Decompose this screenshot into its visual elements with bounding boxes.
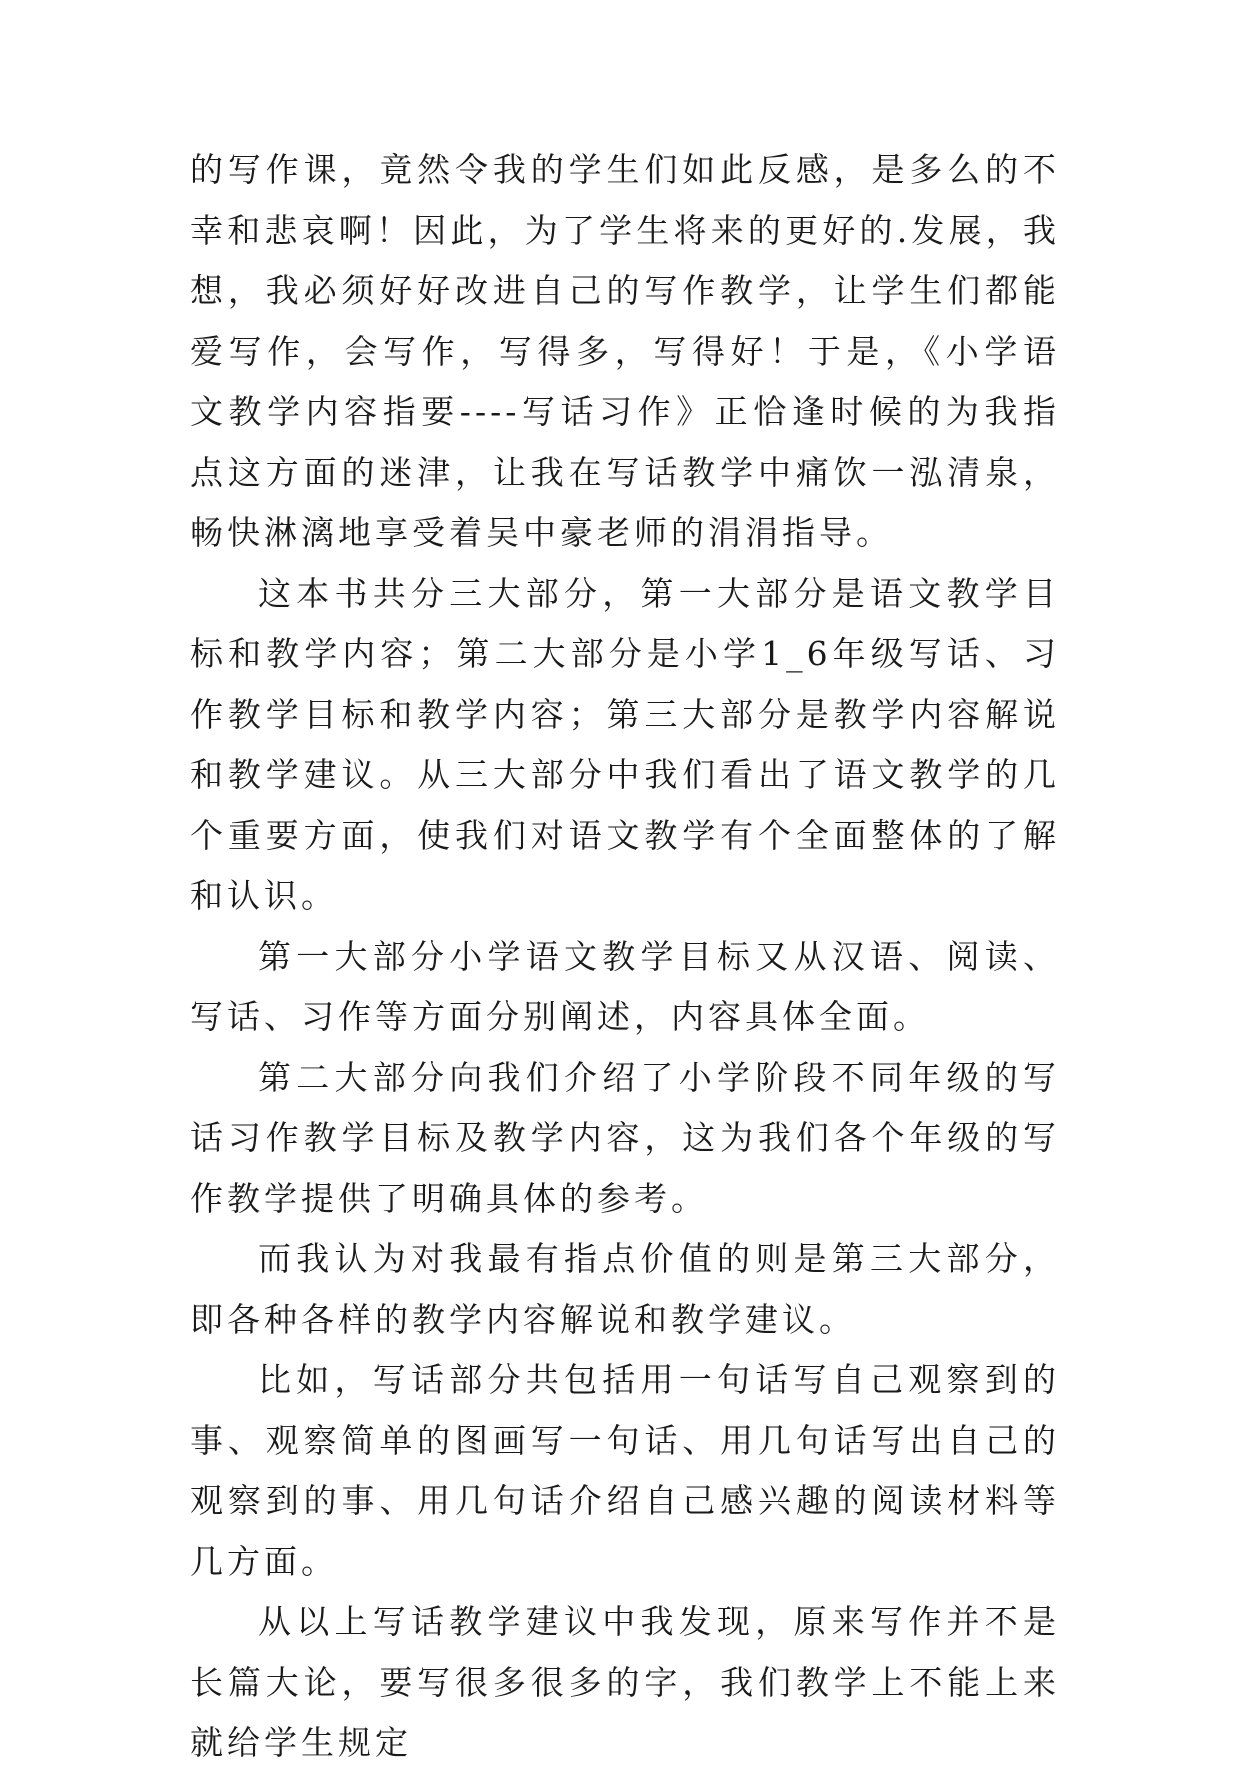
paragraph-example: 比如，写话部分共包括用一句话写自己观察到的事、观察简单的图画写一句话、用几句话写出自己的观察到的事、用几句话介绍自己感兴趣的阅读材料等几方面。 — [190, 1360, 1060, 1581]
paragraph-part-three: 而我认为对我最有指点价值的则是第三大部分，即各种各样的教学内容解说和教学建议。 — [190, 1239, 1060, 1339]
paragraph-part-one: 第一大部分小学语文教学目标又从汉语、阅读、写话、习作等方面分别阐述，内容具体全面。 — [190, 936, 1060, 1036]
document-body — [190, 140, 1060, 1774]
paragraph-findings: 从以上写话教学建议中我发现，原来写作并不是长篇大论，要写很多很多的字，我们教学上不能上来就给学生规定 — [190, 1602, 1060, 1762]
paragraph-part-two: 第二大部分向我们介绍了小学阶段不同年级的写话习作教学目标及教学内容，这为我们各个年级的写作教学提供了明确具体的参考。 — [190, 1057, 1060, 1218]
paragraph-book-structure: 这本书共分三大部分，第一大部分是语文教学目标和教学内容；第二大部分是小学1_6年级写话、习作教学目标和教学内容；第三大部分是教学内容解说和教学建议。从三大部分中我们看出了语文教学的几个重要方面，使我们对语文教学有个全面整体的了解和认识。 — [190, 573, 1060, 915]
paragraph-continued: 的写作课，竟然令我的学生们如此反感，是多么的不幸和悲哀啊！因此，为了学生将来的更好的.发展，我想，我必须好好改进自己的写作教学，让学生们都能爱写作，会写作，写得多，写得好！于是，《小学语文教学内容指要----写话习作》正恰逢时候的为我指点这方面的迷津，让我在写话教学中痛饮一泓清泉，畅快淋漓地享受着吴中豪老师的涓涓指导。 — [190, 150, 1060, 552]
